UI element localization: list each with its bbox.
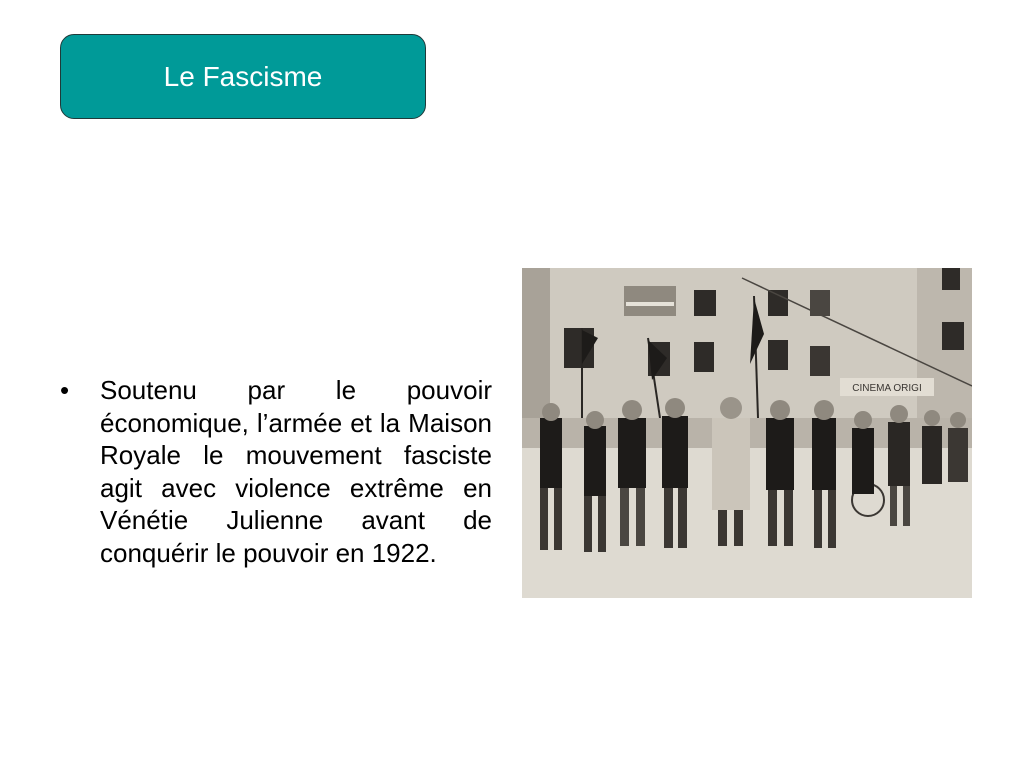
slide-title-box — [60, 34, 426, 119]
window — [694, 342, 714, 372]
slide-title: Le Fascisme — [163, 60, 323, 92]
window — [694, 290, 716, 316]
balcony-rail — [626, 302, 674, 306]
window — [768, 340, 788, 370]
balcony — [624, 286, 676, 316]
historical-photo — [522, 268, 972, 598]
cinema-sign: CINEMA ORIGI — [852, 383, 922, 394]
window — [768, 290, 788, 316]
historical-photo-illustration — [522, 268, 972, 598]
bullet-text: Soutenu par le pouvoir économique, l’armée et la Maison Royale le mouvement fasciste agit avec violence extrême en Vénétie Julienne avant de conquérir le pouvoir en 1922. — [100, 375, 492, 568]
window — [942, 268, 960, 290]
bullet-item — [60, 374, 494, 569]
bullet-marker: • — [60, 375, 70, 405]
window — [810, 346, 830, 376]
window — [942, 322, 964, 350]
